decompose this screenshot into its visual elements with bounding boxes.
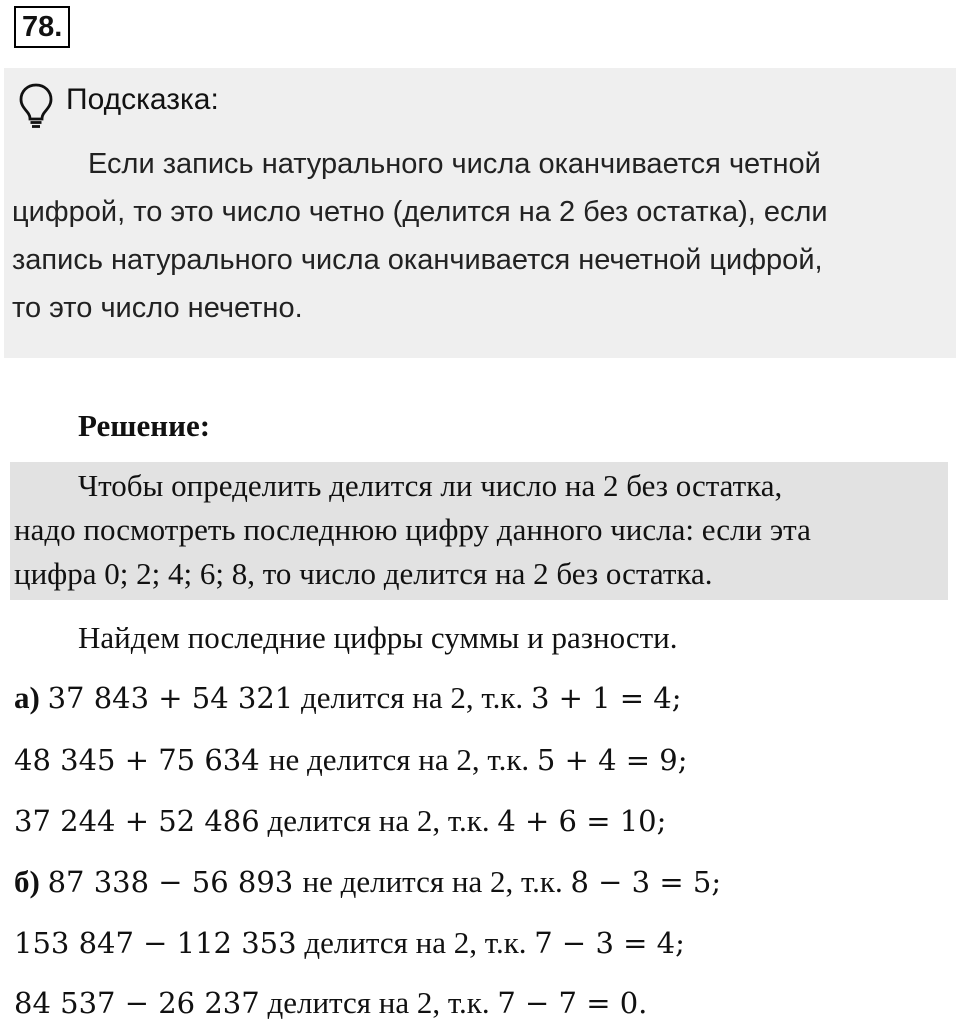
verdict-text: делится на 2, т.к. [293,680,531,715]
solution-intro: Найдем последние цифры суммы и разности. [78,620,678,655]
hint-title: Подсказка: [66,83,219,116]
math-expression: 48 345 + 75 634 [14,743,269,777]
example-line [14,738,688,782]
solution-title: Решение: [78,408,211,443]
hint-line: то это число нечетно. [12,292,303,324]
part-label: а) [14,680,48,715]
example-line [14,860,721,904]
example-line [14,921,685,965]
example-line [14,676,682,720]
example-line [14,981,647,1025]
math-expression: 87 338 − 56 893 [47,865,303,899]
digit-calculation: 5 + 4 = 9; [536,743,688,777]
digit-calculation: 8 − 3 = 5; [570,865,722,899]
verdict-text: делится на 2, т.к. [296,925,535,960]
hint-line: Если запись натурального числа оканчивается четной [88,148,821,180]
digit-calculation: 4 + 6 = 10; [497,804,667,838]
problem-number: 78. [14,6,70,48]
digit-calculation: 7 − 7 = 0. [497,986,648,1020]
rule-line: Чтобы определить делится ли число на 2 без остатка, [78,468,783,503]
lightbulb-icon [18,82,54,130]
verdict-text: не делится на 2, т.к. [302,864,571,899]
math-expression: 37 244 + 52 486 [14,804,260,838]
part-label: б) [14,864,48,899]
rule-line: цифра 0; 2; 4; 6; 8, то число делится на 2 без остатка. [14,556,713,591]
hint-line: цифрой, то это число четно (делится на 2 без остатка), если [12,196,828,228]
math-expression: 84 537 − 26 237 [14,986,260,1020]
example-line [14,799,666,843]
verdict-text: делится на 2, т.к. [259,985,498,1020]
verdict-text: делится на 2, т.к. [259,803,498,838]
hint-box [4,68,956,358]
hint-line: запись натурального числа оканчивается нечетной цифрой, [12,244,823,276]
verdict-text: не делится на 2, т.к. [268,742,537,777]
rule-line: надо посмотреть последнюю цифру данного числа: если эта [14,512,811,547]
hint-text [12,140,942,332]
digit-calculation: 7 − 3 = 4; [534,926,685,960]
math-expression: 37 843 + 54 321 [47,681,294,715]
digit-calculation: 3 + 1 = 4; [530,681,682,715]
rule-text [14,464,811,596]
math-expression: 153 847 − 112 353 [14,926,297,960]
rule-box [10,462,948,600]
